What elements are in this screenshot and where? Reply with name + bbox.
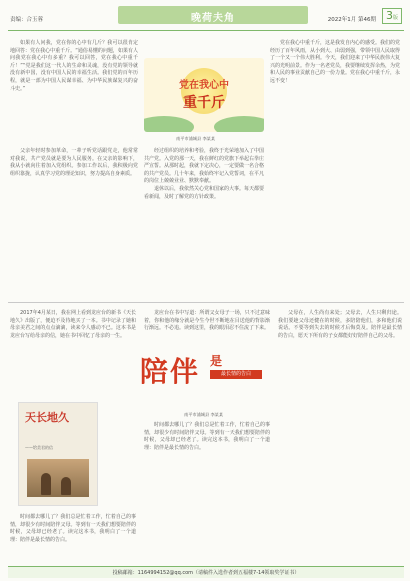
- article2-subtitle: 最长情的告白: [210, 370, 262, 379]
- article1-text-3: 经过组织的培养和考验，我终于光荣地加入了中国共产党。入党的那一天，我在鲜红的党旗下举起右拳庄严宣誓。从那时起，我就下定决心，一定要做一名合格的共产党员。几十年来，我始终牢记入党誓词，在平凡的岗位上兢兢业业、默默奉献。: [144, 148, 265, 185]
- book-cover-photo: [27, 459, 89, 497]
- page-number: 3: [385, 9, 393, 22]
- person-figure: [41, 473, 51, 495]
- footer-contact: 投稿邮箱：1164994152@qq.com（请稿件入选作者到五福楼7-14领取奖学证书）: [8, 566, 404, 578]
- article2-column3: [278, 310, 402, 340]
- article2-title-big: 陪伴: [140, 355, 201, 388]
- article2-text-1: 2017年4月某日，我在网上看到龙应台的新书《天长地久》出版了，便迫不及待地买了一本。书中记录了她和母亲美君之间的点点滴滴，读来令人感动不已。这本书是龙应台写给母亲的信，她在书中回忆了母亲的一生。: [10, 310, 136, 339]
- article1-text-2: 父亲年轻时参加革命，一辈子听党话跟党走，他常常对我说，共产党员就是要为人民服务。在父亲的影响下，我从小就向往着加入党组织。参加工作以后，我积极向党组织靠拢，认真学习党的理论知识，努力提高自身素质。: [10, 148, 138, 177]
- book-cover-author: ——给美君的信: [25, 445, 53, 450]
- hill-left: [144, 116, 194, 132]
- book-cover-image: [18, 402, 98, 506]
- book-cover-title: 天长地久: [25, 411, 69, 424]
- article1-title-line2: 重千斤: [183, 95, 225, 111]
- article2-column2b: [144, 422, 270, 452]
- article1-column2: [144, 148, 264, 201]
- page-header: [8, 6, 404, 30]
- article2-text-2: 时间都去哪儿了？我们总是忙着工作，忙着自己的事情，却很少有时间陪伴父母。等到有一天我们想要陪伴的时候，父母却已经老了。读完这本书，我明白了一个道理：陪伴是最长情的告白。: [10, 514, 136, 543]
- article1-column1: [10, 40, 138, 93]
- editor-info: 责编：合玉蓉: [10, 17, 44, 23]
- article2-column1: [10, 310, 136, 340]
- article1-text-5: 党在我心中重千斤，这是我发自内心的感受。我们的党经历了百年风雨，从小到大、由弱到强，带领中国人民取得了一个又一个伟大胜利。今天，我们迎来了中华民族伟大复兴的光明前景。作为一名老党员，我要继续发挥余热，为党和人民的事业贡献自己的一份力量。党在我心中重千斤，永远不变！: [270, 40, 401, 84]
- article1-text-1: 如果有人问我，党在你的心中有几斤？我可以很肯定地回答：党在我心中重千斤。“通俗易懂的问题，如果有人问我党在我心中有多重？我可以回答，党在我心中重千斤！”“党是我们这一代人的生命和灵魂，没有党的领导就没有新中国，没有中国人民的幸福生活。我们党的百年历程，就是一部为中国人民谋幸福、为中华民族谋复兴的奋斗史。”: [10, 40, 138, 92]
- page-suffix: 版: [392, 15, 398, 21]
- article2-text-3: 龙应台在书中写道：所谓父女母子一场，只不过意味着，你和他的缘分就是今生今世不断地在目送他的背影渐行渐远。不必追。读到这里，我的眼泪忍不住流了下来。: [144, 310, 270, 332]
- article2-title-small: 是: [210, 354, 223, 368]
- article2-title-banner: [140, 350, 270, 408]
- article2-text-4: 父母在，人生尚有来处；父母去，人生只剩归途。我们要趁父母还健在的时候，多陪陪他们，多和他们说说话。不要等到失去的时候才后悔莫及。陪伴是最长情的告白，愿天下所有的子女都能好好陪伴自己的父母。: [278, 310, 402, 339]
- article1-text-4: 退休以后，我依然关心党和国家的大事。每天都要看新闻，及时了解党的方针政策。: [144, 185, 265, 200]
- section-divider: [8, 302, 404, 303]
- article1-column3: [270, 40, 400, 86]
- column-title: 晚荷夫角: [191, 13, 235, 24]
- article1-byline: 南平市浦城县 李某某: [176, 136, 216, 141]
- hill-right: [214, 116, 264, 132]
- article1-illustration: [144, 58, 264, 132]
- column-banner: [118, 6, 308, 24]
- article2-text-2b: 时间都去哪儿了？我们总是忙着工作，忙着自己的事情，却很少有时间陪伴父母。等到有一天我们想要陪伴的时候，父母却已经老了。读完这本书，我明白了一个道理：陪伴是最长情的告白。: [144, 422, 270, 451]
- article2-byline: 南平市浦城县 李某某: [184, 412, 224, 417]
- header-rule: [8, 30, 404, 31]
- article1-title-line1: 党在我心中: [179, 80, 229, 91]
- person-figure: [61, 477, 71, 495]
- article2-column2: [144, 310, 270, 333]
- article1-column1b: [10, 148, 138, 178]
- page-number-box: [382, 8, 402, 24]
- article2-column1b: [10, 514, 136, 544]
- issue-info: 2022年1月 第46期: [327, 17, 376, 23]
